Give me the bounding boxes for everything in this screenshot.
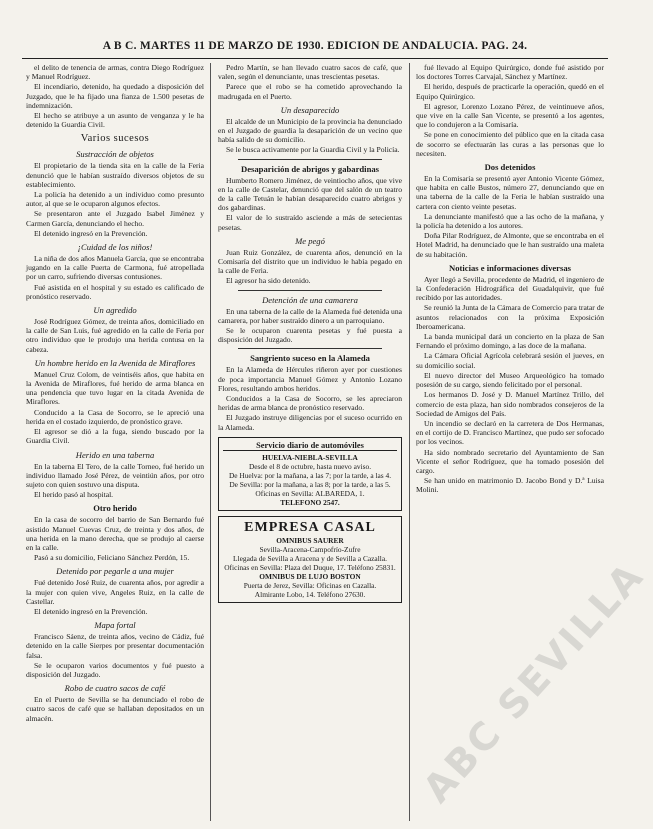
paragraph: Fué asistida en el hospital y su estado es calificado de pronóstico reservado. — [26, 282, 204, 301]
paragraph: Se presentaron ante el Juzgado Isabel Jiménez y Carmen García, denunciando el hecho. — [26, 209, 204, 228]
paragraph: Se pone en conocimiento del público que en la citada casa de socorro se efectuarán las curas a las personas que lo necesiten. — [416, 130, 604, 158]
paragraph: El propietario de la tienda sita en la calle de la Feria denunció que le habían sustraído diversos objetos de su establecimiento. — [26, 161, 204, 189]
ad-title: Servicio diario de automóviles — [223, 441, 397, 451]
paragraph: En la Alameda de Hércules riñeron ayer por cuestiones de poca importancia Manuel Gómez y Antonio Lozano Flores, resultando ambos heridos. — [218, 365, 402, 393]
column-divider-2 — [409, 63, 410, 821]
paragraph: Conducido a la Casa de Socorro, se le apreció una herida en el costado izquierdo, de pronóstico grave. — [26, 407, 204, 426]
headline: Detención de una camarera — [262, 294, 358, 305]
paragraph: El alcalde de un Municipio de la provincia ha denunciado en el Juzgado de guardia la desaparición de un vecino que había salido de su domicilio. — [218, 116, 402, 145]
paragraph: La Cámara Oficial Agrícola celebrará sesión el jueves, en su domicilio social. — [416, 351, 604, 370]
headline: ¡Cuidad de los niños! — [77, 242, 153, 253]
paragraph: Pasó a su domicilio, Feliciano Sánchez Perdón, 15. — [34, 553, 190, 563]
headline: Dos detenidos — [484, 162, 536, 173]
ad-phone: TELEFONO 2547. — [280, 497, 340, 507]
paragraph: Fué detenido José Ruiz, de cuarenta años, por agredir a la mujer con quien vive, Angeles Ruiz, en la calle de Castellar. — [26, 578, 204, 606]
column-3 — [416, 63, 604, 823]
divider — [238, 348, 382, 349]
headline: Detenido por pegarle a una mujer — [56, 566, 174, 577]
column-1 — [26, 63, 204, 823]
paragraph: Manuel Cruz Colom, de veintiséis años, que habita en la Avenida de Miraflores, fué herido de arma blanca en una pendencia que tuvo lugar en la citada Avenida de Miraflores. — [26, 369, 204, 407]
section-heading-varios-sucesos: Varios sucesos — [80, 133, 150, 145]
headline: Me pegó — [295, 235, 325, 246]
column-divider-1 — [210, 63, 211, 821]
page-masthead: A B C. MARTES 11 DE MARZO DE 1930. EDICION DE ANDALUCIA. PAG. 24. — [102, 40, 528, 52]
paragraph: La banda municipal dará un concierto en la plaza de San Fernando el próximo domingo, a las doce de la mañana. — [416, 332, 604, 351]
paragraph: La niña de dos años Manuela García, que se encontraba jugando en la calle Puerta de Carmona, fué atropellada por un carro, sufriendo diversas contusiones. — [26, 254, 204, 282]
headline: Otro herido — [93, 503, 137, 514]
paragraph: Juan Ruiz González, de cuarenta años, denunció en la Comisaría del distrito que un individuo le había pegado en la calle de Feria. — [218, 247, 402, 276]
paragraph: el delito de tenencia de armas, contra Diego Rodríguez y Manuel Rodríguez. — [26, 63, 204, 82]
paragraph: Doña Pilar Rodríguez, de Almonte, que se encontraba en el Hotel Madrid, ha denunciado que le han sustraído una maleta de su habitación. — [416, 231, 604, 259]
headline: Desaparición de abrigos y gabardinas — [241, 163, 379, 174]
headline: Un hombre herido en la Avenida de Miraflores — [34, 357, 196, 368]
ad-line: Desde el 8 de octubre, hasta nuevo aviso. — [248, 461, 372, 471]
ad-line: Puerta de Jerez, Sevilla: Oficinas en Cazalla. — [243, 580, 377, 590]
paragraph: Humberto Romero Jiménez, de veintiocho años, que vive en la calle de Castelar, denunció que del salón de un teatro de la calle Tetuán le habían desaparecido cuatro abrigos y dos gabardinas. — [218, 175, 402, 213]
paragraph: Ayer llegó a Sevilla, procedente de Madrid, el ingeniero de la Confederación Hidrográfica del Guadalquivir, que fué recibido por las autoridades. — [416, 274, 604, 303]
ad-line: De Sevilla: por la mañana, a las 8; por la tarde, a las 5. — [229, 479, 391, 489]
advertisement-bus-service — [218, 437, 402, 511]
headline: Un agredido — [93, 305, 137, 316]
ad-line: De Huelva: por la mañana, a las 7; por la tarde, a las 4. — [228, 470, 392, 480]
paragraph: El agresor ha sido detenido. — [226, 276, 311, 286]
paragraph: En la Comisaría se presentó ayer Antonio Vicente Gómez, que habita en calle Bustos, número 27, denunciando que en una taberna de la calle de la Feria le habían sustraído una cartera con ciento veinte pesetas. — [416, 174, 604, 211]
advertisement-empresa-casal — [218, 516, 402, 603]
headline: Sustracción de objetos — [76, 149, 154, 160]
headline: Sangriento suceso en la Alameda — [250, 353, 370, 364]
paragraph: El detenido ingresó en la Prevención. — [34, 606, 148, 616]
divider — [238, 159, 382, 160]
ad-subtitle: Sevilla-Aracena-Campofrío-Zufre — [259, 544, 361, 554]
paragraph: El herido, después de practicarle la operación, quedó en el Equipo Quirúrgico. — [416, 82, 604, 101]
paragraph: El herido pasó al hospital. — [34, 490, 114, 500]
paragraph: La denunciante manifestó que a las ocho de la mañana, y la policía ha detenido a los autores. — [416, 211, 604, 231]
ad-line: Almirante Lobo, 14. Teléfono 27630. — [254, 589, 366, 599]
paragraph: Se han unido en matrimonio D. Jacobo Bond y D.ª Luisa Molini. — [416, 476, 604, 495]
paragraph: fué llevado al Equipo Quirúrgico, donde fué asistido por los doctores Torres Carvajal, Sánchez y Martínez. — [416, 63, 604, 82]
paragraph: Parece que el robo se ha cometido aprovechando la madrugada en el Puerto. — [218, 82, 402, 101]
column-2 — [218, 63, 402, 823]
paragraph: Los hermanos D. José y D. Manuel Martínez Trillo, del comercio de esta plaza, han sido nombrados consejeros de la Sociedad de Amigos del País. — [416, 390, 604, 418]
paragraph: En la taberna El Tero, de la calle Torneo, fué herido un individuo llamado José Pérez, de veintiún años, por otro sujeto con quien sostuvo una disputa. — [26, 461, 204, 489]
ad-line: Oficinas en Sevilla: ALBAREDA, 1. — [255, 488, 365, 498]
paragraph: El valor de lo sustraído asciende a más de setecientas pesetas. — [218, 213, 402, 232]
ad-title: EMPRESA CASAL — [244, 519, 376, 535]
paragraph: La policía ha detenido a un individuo como presunto autor, al que se le ocuparon algunos efectos. — [26, 190, 204, 209]
ad-line: Oficinas en Sevilla: Plaza del Duque, 17. Teléfono 25831. — [224, 562, 396, 572]
ad-line: Llegada de Sevilla a Aracena y de Sevilla a Cazalla. — [233, 553, 387, 563]
headline: Robo de cuatro sacos de café — [64, 683, 166, 694]
paragraph: El nuevo director del Museo Arqueológico ha tomado posesión de su cargo, siendo felicitado por el personal. — [416, 370, 604, 390]
ad-route: HUELVA-NIEBLA-SEVILLA — [262, 452, 358, 462]
paragraph: Se le busca activamente por la Guardia Civil y la Policía. — [226, 145, 400, 155]
headline: Mapa fortal — [94, 620, 136, 631]
paragraph: En una taberna de la calle de la Alameda fué detenida una camarera, por haber sustraído dinero a un parroquiano. — [218, 306, 402, 325]
paragraph: Se le ocuparon cuarenta pesetas y fué puesta a disposición del Juzgado. — [218, 326, 402, 345]
paragraph: El Juzgado instruye diligencias por el suceso ocurrido en la Alameda. — [218, 413, 402, 432]
section-heading-noticias: Noticias e informaciones diversas — [449, 262, 571, 273]
paragraph: El agresor se dió a la fuga, siendo buscado por la Guardia Civil. — [26, 427, 204, 446]
paragraph: El incendiario, detenido, ha quedado a disposición del Juzgado, que le ha fijado una fianza de 1.500 pesetas de indemnización. — [26, 82, 204, 110]
divider — [238, 290, 382, 291]
paragraph: José Rodríguez Gómez, de treinta años, domiciliado en la calle de San Luis, fué agredido en la calle de Feria por otro individuo que le produjo una herida contusa en la cabeza. — [26, 317, 204, 354]
paragraph: Se reunió la Junta de la Cámara de Comercio para tratar de asuntos relacionados con la próxima Exposición Iberoamericana. — [416, 303, 604, 331]
paragraph: Pedro Martín, se han llevado cuatro sacos de café, que valen, según el denunciante, unas trescientas pesetas. — [218, 63, 402, 82]
paragraph: Un incendio se declaró en la carretera de Dos Hermanas, en el cortijo de D. Francisco Martínez, que pudo ser sofocado por los vecinos. — [416, 418, 604, 447]
paragraph: Ha sido nombrado secretario del Ayuntamiento de San Vicente el señor Rodríguez, que ha tomado posesión del cargo. — [416, 447, 604, 475]
ad-line: OMNIBUS DE LUJO BOSTON — [259, 571, 361, 581]
headline: Herido en una taberna — [75, 449, 155, 460]
watermark-stamp: ABC SEVILLA — [414, 553, 653, 811]
paragraph: Francisco Sáenz, de treinta años, vecino de Cádiz, fué detenido en la calle Sierpes por presentar documentación falsa. — [26, 632, 204, 660]
paragraph: En el Puerto de Sevilla se ha denunciado el robo de cuatro sacos de café que se hallaban depositados en un almacén. — [26, 695, 204, 723]
paragraph: Conducidos a la Casa de Socorro, se les apreciaron heridas de arma blanca de pronóstico reservado. — [218, 394, 402, 413]
paragraph: El agresor, Lorenzo Lozano Pérez, de veintinueve años, que vive en la calle San Vicente, se presentó a los agentes, que lo condujeron a la Comisaría. — [416, 101, 604, 130]
ad-subtitle: OMNIBUS SAURER — [276, 535, 344, 545]
paragraph: En la casa de socorro del barrio de San Bernardo fué asistido Manuel Cuevas Cruz, de treinta y dos años, de una herida en la mano derecha, que se produjo al caerse en la calle. — [26, 515, 204, 552]
paragraph: El hecho se atribuye a un asunto de venganza y le ha detenido la Guardia Civil. — [26, 111, 204, 130]
paragraph: Se le ocuparon varios documentos y fué puesto a disposición del Juzgado. — [26, 660, 204, 679]
masthead-rule — [22, 58, 608, 59]
headline: Un desaparecido — [280, 104, 340, 115]
paragraph: El detenido ingresó en la Prevención. — [34, 228, 148, 238]
